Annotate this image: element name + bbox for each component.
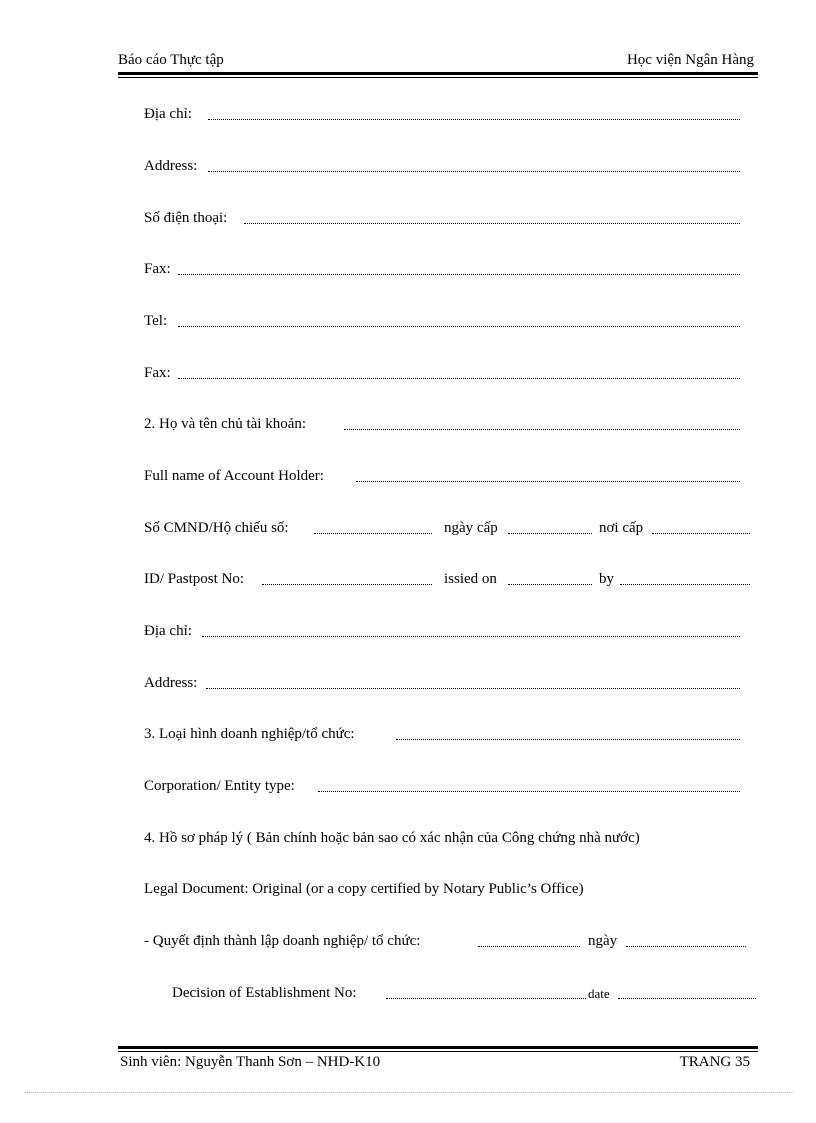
date-label: date	[588, 983, 612, 1004]
field-id-passport: ID/ Pastpost No: issied on by	[144, 568, 750, 590]
blank-line	[262, 568, 432, 585]
blank-line	[626, 930, 746, 947]
page-header	[118, 52, 758, 72]
field-so-cmnd: Số CMND/Hộ chiếu số: ngày cấp nơi cấp	[144, 517, 750, 539]
blank-line	[202, 620, 740, 637]
header-institution: Học viện Ngân Hàng	[626, 52, 754, 68]
footer-rule-thick	[118, 1046, 758, 1049]
blank-line	[178, 258, 740, 275]
blank-line	[618, 982, 756, 999]
blank-line	[318, 775, 740, 792]
blank-line	[652, 517, 750, 534]
noi-cap-label: nơi cấp	[599, 517, 645, 539]
heading-ho-so-phap-ly: 4. Hồ sơ pháp lý ( Bản chính hoặc bản sao có xác nhận của Công chứng nhà nước)	[144, 830, 640, 846]
blank-line	[178, 362, 740, 379]
blank-line	[314, 517, 432, 534]
footer-student: Sinh viên: Nguyễn Thanh Sơn – NHD-K10	[120, 1054, 381, 1070]
page-edge-dotted-line	[24, 1092, 794, 1093]
field-so-dien-thoai: Số điện thoại:	[144, 207, 740, 229]
blank-line	[620, 568, 750, 585]
blank-line	[344, 413, 740, 430]
blank-line	[206, 672, 740, 689]
field-quyet-dinh-thanh-lap: - Quyết định thành lập doanh nghiệp/ tổ chức: ngày	[144, 930, 746, 952]
blank-line	[386, 982, 586, 999]
field-dia-chi-2: Địa chỉ:	[144, 620, 740, 642]
blank-line	[508, 568, 592, 585]
field-loai-hinh-doanh-nghiep: 3. Loại hình doanh nghiệp/tổ chức:	[144, 723, 740, 745]
field-dia-chi-1: Địa chỉ:	[144, 103, 740, 125]
blank-line	[396, 723, 740, 740]
ngay-label: ngày	[588, 930, 619, 952]
field-address-1: Address:	[144, 155, 740, 177]
blank-line	[244, 207, 740, 224]
field-fax-2: Fax:	[144, 362, 740, 384]
text-legal-document: Legal Document: Original (or a copy certified by Notary Public’s Office)	[144, 881, 584, 897]
field-decision-of-establishment: Decision of Establishment No: date	[172, 982, 756, 1004]
ngay-cap-label: ngày cấp	[444, 517, 500, 539]
page-number: TRANG 35	[679, 1054, 750, 1070]
field-corporation-type: Corporation/ Entity type:	[144, 775, 740, 797]
field-ho-ten-chu-tai-khoan: 2. Họ và tên chủ tài khoản:	[144, 413, 740, 435]
blank-line	[478, 930, 580, 947]
header-rule-thin	[118, 77, 758, 78]
blank-line	[178, 310, 740, 327]
blank-line	[208, 155, 740, 172]
by-label: by	[599, 568, 616, 590]
header-rule-thick	[118, 72, 758, 75]
blank-line	[508, 517, 592, 534]
field-fax-1: Fax:	[144, 258, 740, 280]
field-address-2: Address:	[144, 672, 740, 694]
field-tel: Tel:	[144, 310, 740, 332]
issued-on-label: issied on	[444, 568, 499, 590]
header-report-title: Báo cáo Thực tập	[118, 52, 224, 68]
field-full-name: Full name of Account Holder:	[144, 465, 740, 487]
blank-line	[356, 465, 740, 482]
footer-rule-thin	[118, 1051, 758, 1052]
blank-line	[208, 103, 740, 120]
